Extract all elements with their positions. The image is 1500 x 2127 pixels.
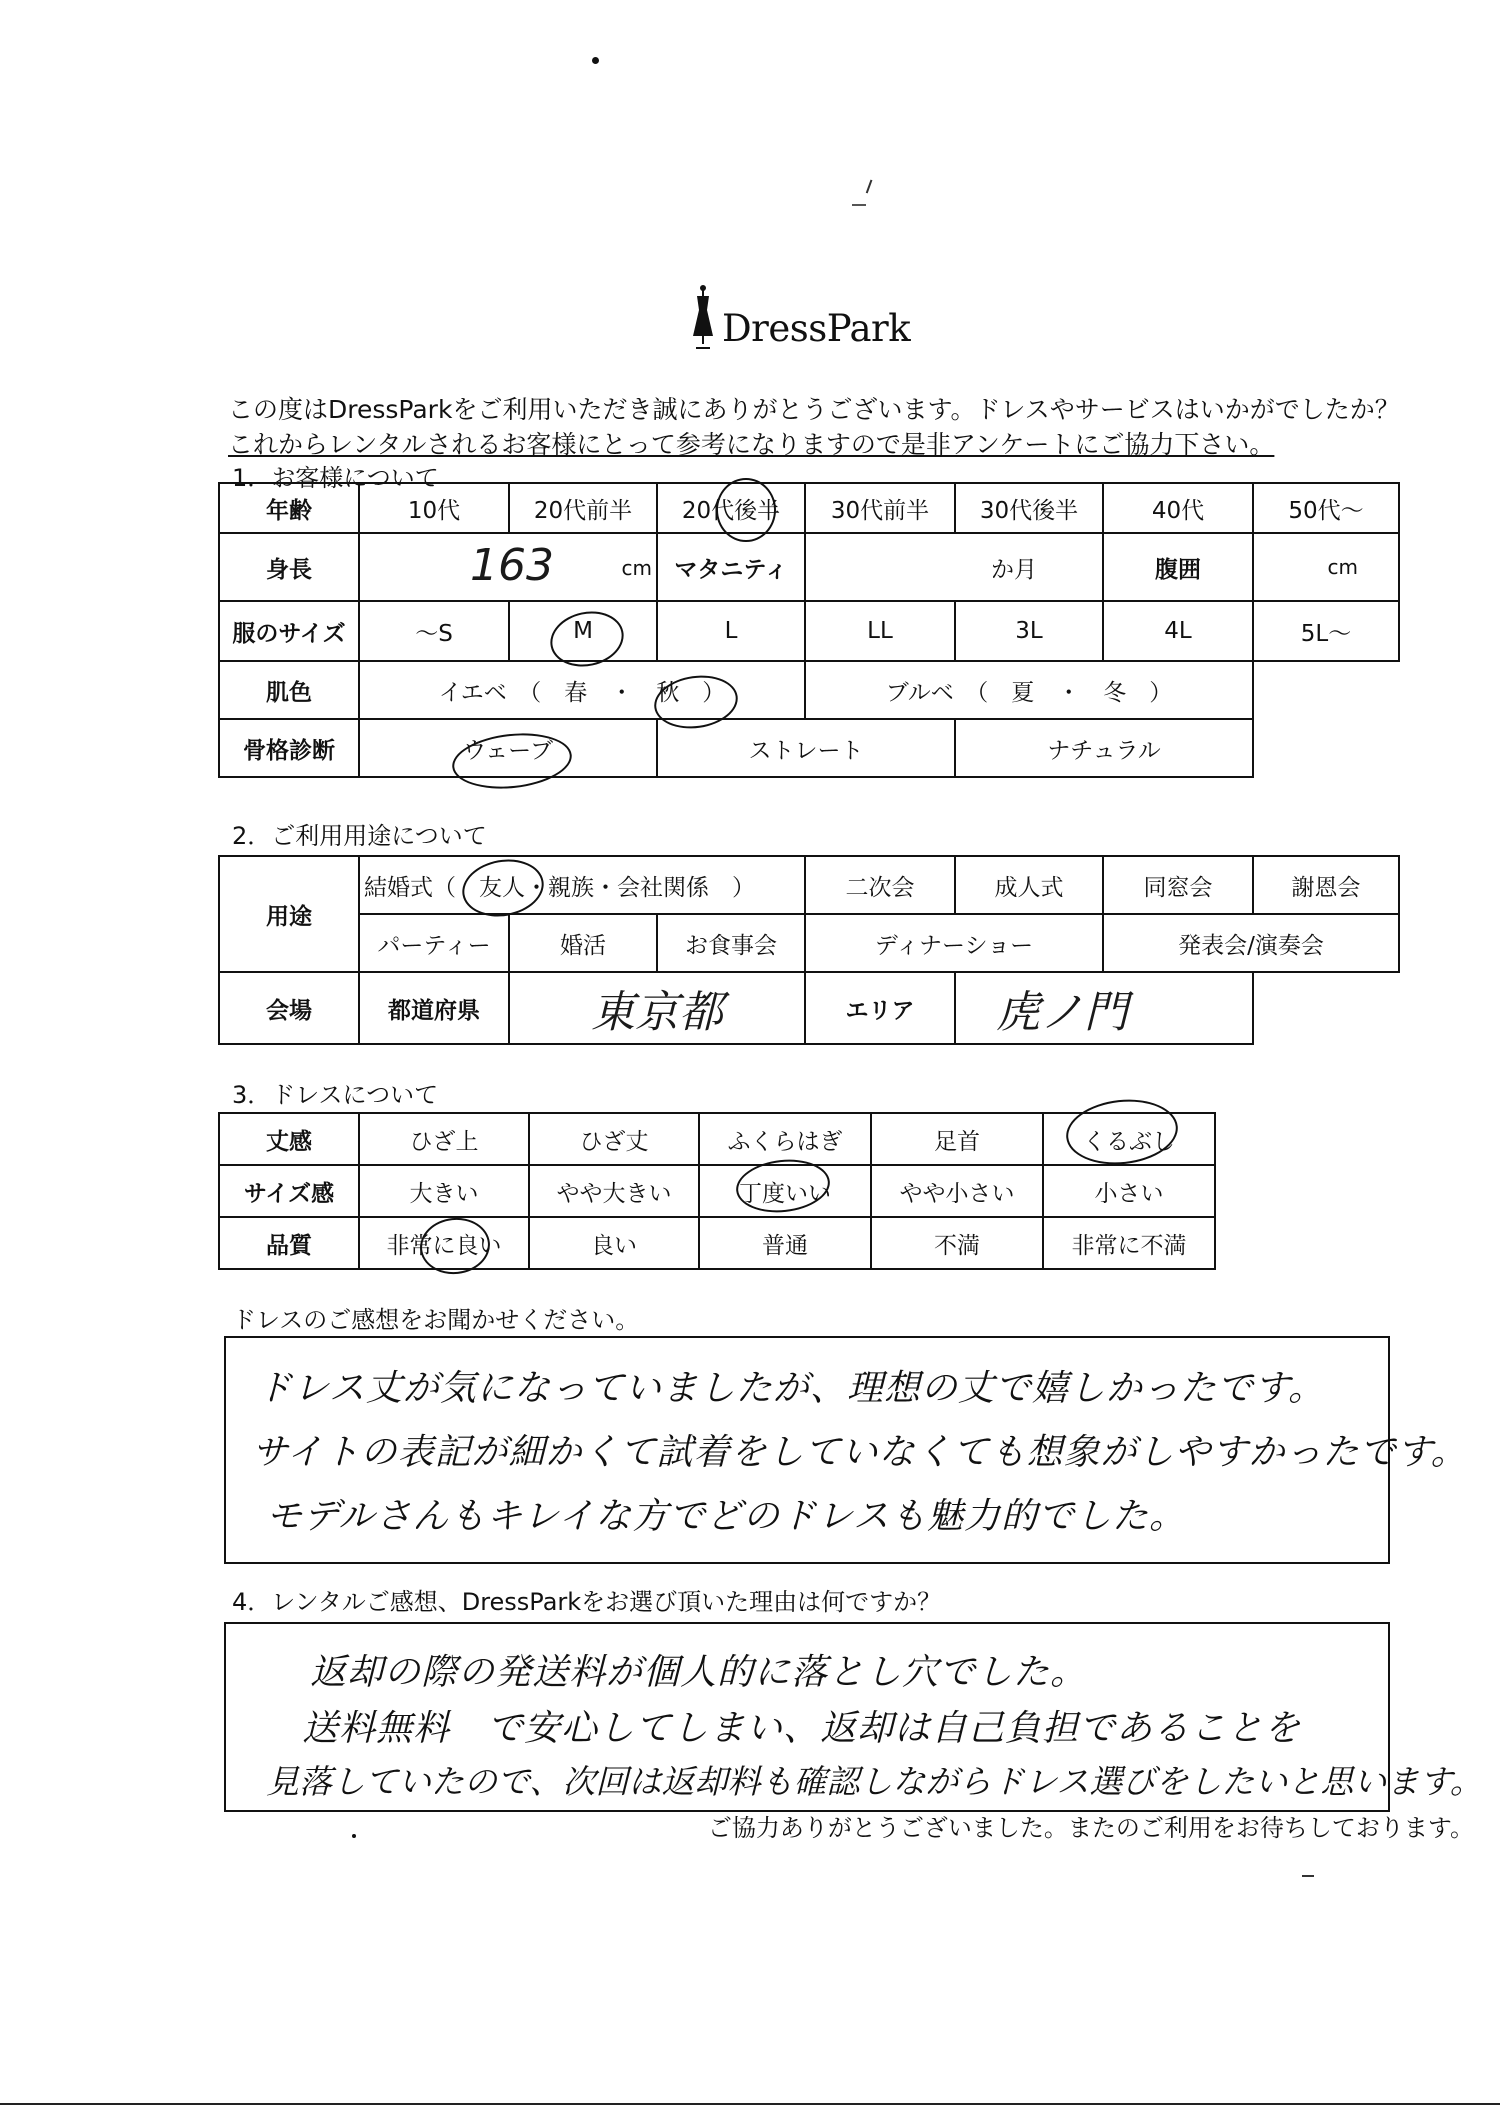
- rental-reason-box[interactable]: [224, 1622, 1483, 1812]
- purpose-option[interactable]: 同窓会: [1103, 856, 1253, 914]
- reason-line: 送料無料 で安心してしまい、返却は自己負担であることを: [302, 1708, 1302, 1749]
- bone-label: 骨格診断: [219, 719, 359, 777]
- prefecture-label: 都道府県: [359, 972, 509, 1044]
- section4-title: 4．レンタルご感想、DressParkをお選び頂いた理由は何ですか？: [232, 1588, 942, 1616]
- reason-line: 見落していたので、次回は返却料も確認しながらドレス選びをしたいと思います。: [266, 1762, 1483, 1801]
- size-row: [219, 601, 1399, 661]
- impression-line: ドレス丈が気になっていましたが、理想の丈で嬉しかったです。: [256, 1368, 1326, 1409]
- bone-option[interactable]: ストレート: [657, 719, 955, 777]
- scan-speck: [1302, 1875, 1314, 1877]
- area-label: エリア: [805, 972, 955, 1044]
- empty-cell: [1253, 972, 1399, 1044]
- purpose-row-1: [219, 856, 1399, 914]
- quality-row: [219, 1217, 1215, 1269]
- fit-option[interactable]: 大きい: [359, 1165, 529, 1217]
- age-option[interactable]: 40代: [1103, 483, 1253, 533]
- reason-line: 返却の際の発送料が個人的に落とし穴でした。: [310, 1652, 1088, 1693]
- dress-mannequin-icon: [690, 284, 716, 350]
- bone-row: [219, 719, 1399, 777]
- length-option-selected[interactable]: くるぶし: [1043, 1113, 1215, 1165]
- purpose-option[interactable]: パーティー: [359, 914, 509, 972]
- length-option[interactable]: ふくらはぎ: [699, 1113, 871, 1165]
- height-value: 163: [470, 540, 554, 591]
- maternity-unit: か月: [991, 556, 1037, 583]
- height-row: [219, 533, 1399, 601]
- length-option[interactable]: ひざ上: [359, 1113, 529, 1165]
- quality-option[interactable]: 良い: [529, 1217, 699, 1269]
- dresspark-logo: [690, 284, 910, 350]
- scan-speck: [852, 204, 866, 206]
- length-option[interactable]: ひざ丈: [529, 1113, 699, 1165]
- purpose-option[interactable]: 謝恩会: [1253, 856, 1399, 914]
- section3-title: 3．ドレスについて: [232, 1081, 439, 1109]
- logo-text: DressPark: [722, 307, 911, 350]
- bottom-rule: [0, 2103, 1500, 2105]
- age-option[interactable]: 50代～: [1253, 483, 1399, 533]
- intro-line-1: この度はDressParkをご利用いただき誠にありがとうございます。ドレスやサービスはいかがでしたか？: [228, 395, 1400, 424]
- height-field[interactable]: [359, 533, 657, 601]
- prefecture-value: 東京都: [591, 987, 723, 1038]
- section1-title: 1．お客様について: [232, 464, 439, 492]
- dress-impression-title: ドレスのご感想をお聞かせください。: [232, 1306, 640, 1334]
- purpose-option[interactable]: 成人式: [955, 856, 1103, 914]
- purpose-option[interactable]: 婚活: [509, 914, 657, 972]
- purpose-option[interactable]: 二次会: [805, 856, 955, 914]
- area-value: 虎ノ門: [996, 987, 1129, 1038]
- purpose-row-2: [219, 914, 1399, 972]
- impression-line: サイトの表記が細かくて試着をしていなくても想象がしやすかったです。: [252, 1432, 1468, 1473]
- venue-row: [219, 972, 1399, 1044]
- quality-label: 品質: [219, 1217, 359, 1269]
- scan-speck: [352, 1834, 356, 1838]
- purpose-label: [219, 856, 359, 972]
- bone-option-selected[interactable]: ウェーブ: [359, 719, 657, 777]
- maternity-field[interactable]: [805, 533, 1103, 601]
- venue-label: 会場: [219, 972, 359, 1044]
- skin-label: 肌色: [219, 661, 359, 719]
- section2-title: 2．ご利用用途について: [232, 822, 487, 850]
- size-option[interactable]: LL: [805, 601, 955, 661]
- purpose-wedding-option[interactable]: 結婚式（ 友人・親族・会社関係 ）: [359, 856, 805, 914]
- impression-line: モデルさんもキレイな方でどのドレスも魅力的でした。: [266, 1496, 1186, 1537]
- size-option[interactable]: 3L: [955, 601, 1103, 661]
- fit-option[interactable]: やや小さい: [871, 1165, 1043, 1217]
- age-option[interactable]: 30代前半: [805, 483, 955, 533]
- age-row: [219, 483, 1399, 533]
- scan-speck: [592, 57, 599, 64]
- age-option[interactable]: 30代後半: [955, 483, 1103, 533]
- length-option[interactable]: 足首: [871, 1113, 1043, 1165]
- customer-info-table: [218, 482, 1400, 778]
- size-option[interactable]: ～S: [359, 601, 509, 661]
- purpose-option[interactable]: ディナーショー: [805, 914, 1103, 972]
- prefecture-field[interactable]: [509, 972, 805, 1044]
- empty-cell: [1253, 719, 1399, 777]
- height-unit: cm: [621, 556, 652, 580]
- fit-label: サイズ感: [219, 1165, 359, 1217]
- age-label: 年齢: [219, 483, 359, 533]
- skin-row: [219, 661, 1399, 719]
- empty-cell: [1253, 661, 1399, 719]
- size-option[interactable]: 4L: [1103, 601, 1253, 661]
- selection-circle-age: [716, 478, 776, 542]
- purpose-option[interactable]: お食事会: [657, 914, 805, 972]
- scan-speck: [866, 180, 875, 195]
- length-label: 丈感: [219, 1113, 359, 1165]
- height-label: 身長: [219, 533, 359, 601]
- quality-option[interactable]: 非常に不満: [1043, 1217, 1215, 1269]
- fit-option[interactable]: 小さい: [1043, 1165, 1215, 1217]
- skin-blue-option[interactable]: ブルベ （ 夏 ・ 冬 ）: [805, 661, 1253, 719]
- maternity-label: マタニティ: [657, 533, 805, 601]
- purpose-table: [218, 855, 1400, 1045]
- size-option-selected[interactable]: M: [509, 601, 657, 661]
- fit-row: [219, 1165, 1215, 1217]
- age-option[interactable]: 20代前半: [509, 483, 657, 533]
- size-option[interactable]: 5L～: [1253, 601, 1399, 661]
- waist-field[interactable]: [1253, 533, 1399, 601]
- skin-yellow-option[interactable]: イエベ （ 春 ・ 秋 ）: [359, 661, 805, 719]
- closing-message: ご協力ありがとうございました。またのご利用をお待ちしております。: [707, 1814, 1474, 1842]
- bone-option[interactable]: ナチュラル: [955, 719, 1253, 777]
- quality-option[interactable]: 普通: [699, 1217, 871, 1269]
- quality-option[interactable]: 不満: [871, 1217, 1043, 1269]
- age-option[interactable]: 10代: [359, 483, 509, 533]
- fit-option[interactable]: やや大きい: [529, 1165, 699, 1217]
- area-field[interactable]: [955, 972, 1253, 1044]
- waist-unit: cm: [1327, 555, 1358, 579]
- purpose-label-text: 用途: [266, 903, 312, 930]
- purpose-option[interactable]: 発表会/演奏会: [1103, 914, 1399, 972]
- fit-option-selected[interactable]: 丁度いい: [699, 1165, 871, 1217]
- intro-line-2: これからレンタルされるお客様にとって参考になりますので是非アンケートにご協力下さい。: [228, 430, 1275, 459]
- size-label: 服のサイズ: [219, 601, 359, 661]
- dress-impression-box[interactable]: [224, 1336, 1468, 1564]
- waist-label: 腹囲: [1103, 533, 1253, 601]
- age-option-selected[interactable]: 20代後半: [657, 483, 805, 533]
- quality-option-selected[interactable]: 非常に良い: [359, 1217, 529, 1269]
- size-option[interactable]: L: [657, 601, 805, 661]
